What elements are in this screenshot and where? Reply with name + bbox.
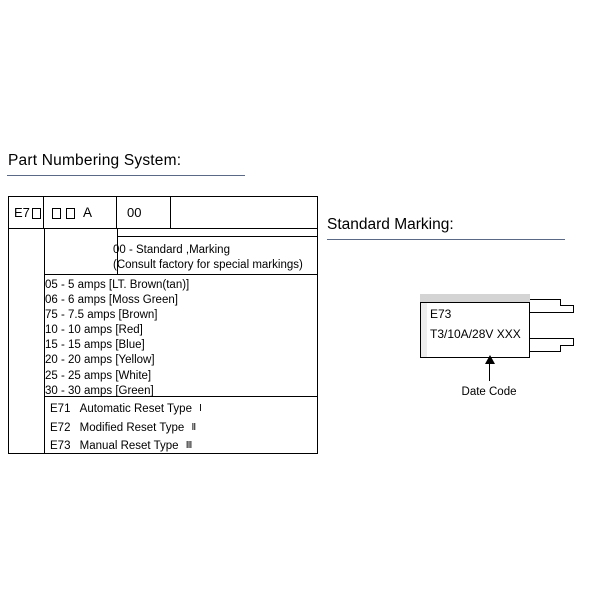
code-cell-suffix xyxy=(117,196,171,228)
code-cell-prefix xyxy=(8,196,44,228)
marking-note xyxy=(113,243,303,273)
fuse-top-strip xyxy=(420,294,530,303)
list-item: 75 - 7.5 amps [Brown] xyxy=(45,309,158,322)
type-code: E71 xyxy=(50,403,71,415)
date-code-label: Date Code xyxy=(461,386,517,398)
list-item: 10 - 10 amps [Red] xyxy=(45,324,143,337)
part-numbering-title: Part Numbering System: xyxy=(8,152,182,169)
type-roman: Ⅰ xyxy=(199,403,202,414)
code-cell-blank xyxy=(171,196,318,228)
fuse-left-shading xyxy=(421,303,427,357)
amp-rating-list xyxy=(45,278,189,399)
part-number-code-row xyxy=(8,196,318,228)
type-code: E72 xyxy=(50,421,71,434)
list-item: 05 - 5 amps [LT. Brown(tan)] xyxy=(45,279,190,291)
code-box-icon xyxy=(52,208,61,219)
standard-marking-title-rule xyxy=(327,239,565,240)
standard-marking-title: Standard Marking: xyxy=(327,216,454,233)
date-code-arrow-icon xyxy=(485,355,495,364)
list-item: 06 - 6 amps [Moss Green] xyxy=(45,294,178,307)
fuse-label-rating: T3/10A/28V XXX xyxy=(430,327,521,341)
code-box-icon xyxy=(66,208,75,219)
code-suffix-text: 00 xyxy=(127,204,142,220)
date-code-leader-line xyxy=(489,359,490,381)
list-item: 20 - 20 amps [Yellow] xyxy=(45,354,155,367)
type-name: Automatic Reset Type xyxy=(79,403,192,415)
code-prefix-text: E7 xyxy=(14,204,30,220)
marking-note-line-2: (Consult factory for special markings) xyxy=(113,259,303,271)
fuse-body xyxy=(420,294,530,358)
list-item: 15 - 15 amps [Blue] xyxy=(45,339,145,352)
separator-code-row-bottom xyxy=(8,228,318,229)
fuse-terminal-bottom-notch xyxy=(560,345,574,352)
type-roman: Ⅱ xyxy=(191,421,197,433)
type-name: Modified Reset Type xyxy=(79,421,185,434)
part-numbering-title-rule xyxy=(7,175,245,176)
marking-note-line-1: 00 - Standard ,Marking xyxy=(113,244,230,256)
reset-type-list xyxy=(50,400,202,456)
fuse-label-model: E73 xyxy=(430,307,452,321)
code-letter-text: A xyxy=(83,204,94,220)
separator-marking-bottom xyxy=(44,274,318,275)
separator-marking-top xyxy=(117,236,318,237)
type-code: E73 xyxy=(50,440,71,452)
fuse-terminal-top-notch xyxy=(560,299,574,306)
type-roman: Ⅲ xyxy=(185,440,193,451)
code-cell-middle xyxy=(44,196,117,228)
list-item xyxy=(50,437,202,456)
list-item: 25 - 25 amps [White] xyxy=(45,369,152,382)
code-box-icon xyxy=(32,208,41,219)
type-name: Manual Reset Type xyxy=(79,440,179,452)
list-item xyxy=(50,400,202,419)
list-item: 30 - 30 amps [Green] xyxy=(45,384,154,397)
list-item xyxy=(50,419,202,438)
